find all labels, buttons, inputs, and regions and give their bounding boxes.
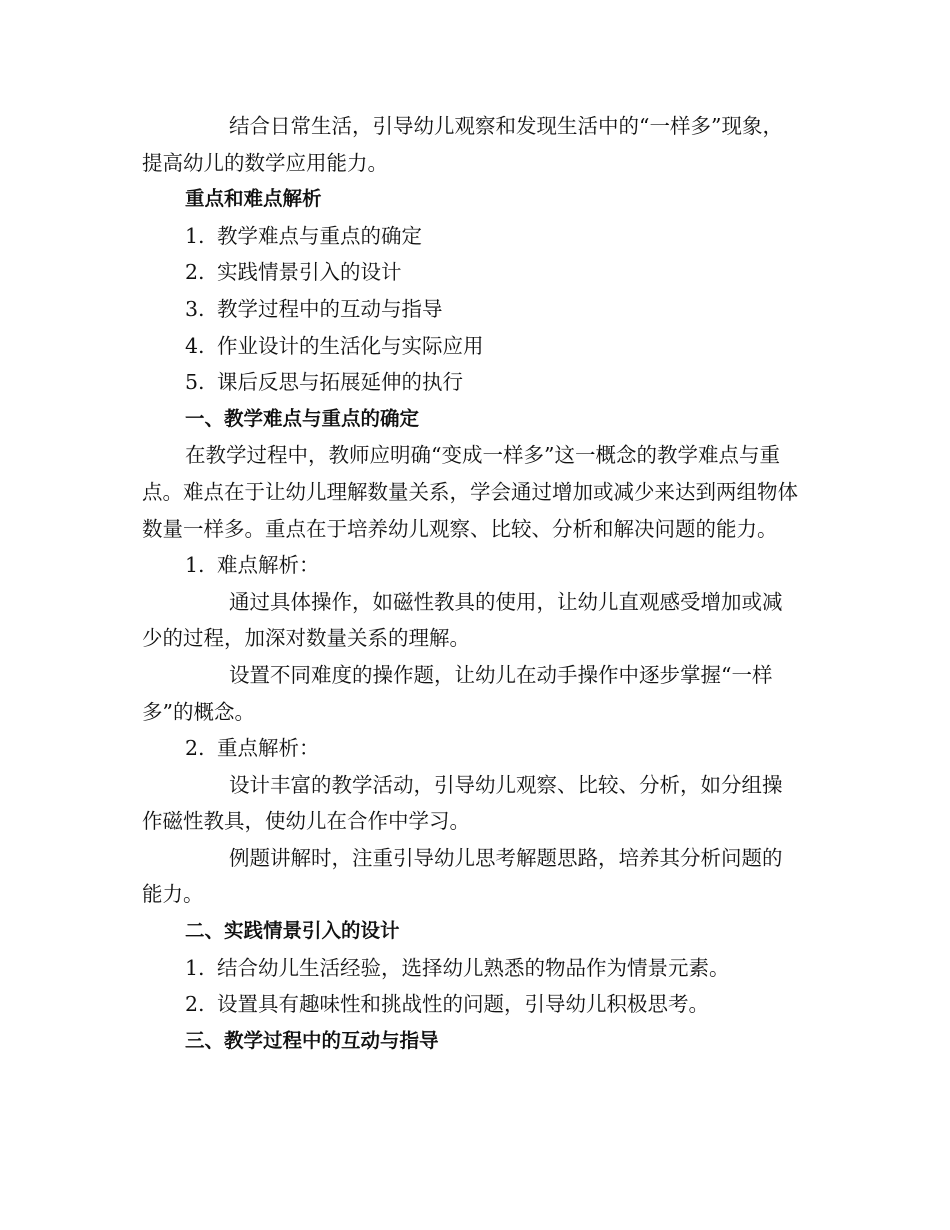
- list-item-text: 重点解析：: [217, 736, 320, 761]
- list-item: [142, 950, 802, 987]
- list-item: [142, 328, 802, 365]
- section-heading: 二、实践情景引入的设计: [185, 919, 400, 943]
- list-item: [142, 218, 802, 255]
- list-number: 5.: [185, 370, 205, 395]
- paragraph: 在教学过程中，教师应明确“变成一样多”这一概念的教学难点与重点。难点在于让幼儿理解数量关系，学会通过增加或减少来达到两组物体数量一样多。重点在于培养幼儿观察、比较、分析和解决问题的能力。: [142, 443, 798, 541]
- list-item-text: 教学难点与重点的确定: [217, 223, 422, 248]
- list-number: 2.: [185, 992, 205, 1017]
- list-item-text: 实践情景引入的设计: [217, 260, 402, 285]
- section-heading: 三、教学过程中的互动与指导: [185, 1028, 439, 1052]
- list-item: [142, 547, 802, 584]
- list-number: 2.: [185, 260, 205, 285]
- paragraph: 结合日常生活，引导幼儿观察和发现生活中的“一样多”现象，提高幼儿的数学应用能力。: [142, 114, 783, 175]
- list-item: [142, 364, 802, 401]
- list-number: 1.: [185, 223, 205, 248]
- list-item-text: 设置具有趣味性和挑战性的问题，引导幼儿积极思考。: [217, 992, 709, 1017]
- section-heading: 重点和难点解析: [185, 187, 322, 211]
- list-item: [142, 730, 802, 767]
- list-item-text: 课后反思与拓展延伸的执行: [217, 370, 463, 395]
- list-item-text: 难点解析：: [217, 553, 320, 578]
- paragraph: 例题讲解时，注重引导幼儿思考解题思路，培养其分析问题的能力。: [142, 845, 783, 907]
- list-item-text: 教学过程中的互动与指导: [217, 296, 443, 321]
- paragraph: 设计丰富的教学活动，引导幼儿观察、比较、分析，如分组操作磁性教具，使幼儿在合作中学习。: [142, 772, 783, 834]
- list-number: 3.: [185, 296, 205, 321]
- paragraph: 设置不同难度的操作题，让幼儿在动手操作中逐步掌握“一样多”的概念。: [142, 662, 773, 724]
- list-item: [142, 291, 802, 328]
- document-body: [142, 108, 802, 1059]
- list-item-text: 结合幼儿生活经验，选择幼儿熟悉的物品作为情景元素。: [217, 955, 730, 980]
- paragraph: 通过具体操作，如磁性教具的使用，让幼儿直观感受增加或减少的过程，加深对数量关系的理解。: [142, 589, 783, 651]
- list-number: 4.: [185, 333, 205, 358]
- list-item-text: 作业设计的生活化与实际应用: [217, 333, 484, 358]
- list-number: 1.: [185, 553, 205, 578]
- section-heading: 一、教学难点与重点的确定: [185, 406, 420, 430]
- list-item: [142, 986, 802, 1023]
- list-number: 2.: [185, 736, 205, 761]
- list-number: 1.: [185, 955, 205, 980]
- list-item: [142, 254, 802, 291]
